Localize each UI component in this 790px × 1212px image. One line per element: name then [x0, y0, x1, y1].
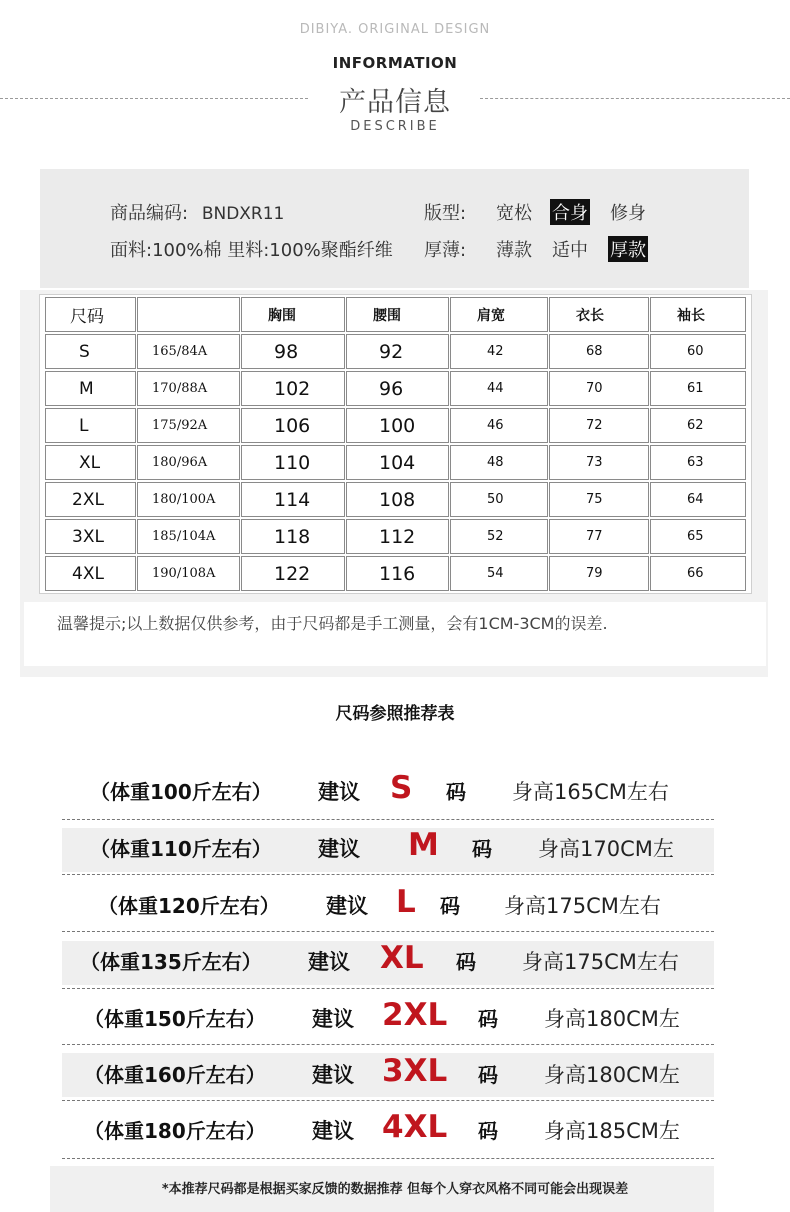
measurement-tip: 温馨提示;以上数据仅供参考，由于尺码都是手工测量，会有1CM-3CM的误差.	[57, 614, 608, 633]
recommend-height-1: 身高170CM左	[538, 837, 674, 861]
cell-waist-1-text: 96	[379, 377, 404, 400]
recommend-size-1: M	[408, 827, 439, 863]
cell-sleeve-6-text: 66	[687, 566, 704, 581]
fit-option-regular-selected: 合身	[550, 199, 590, 225]
cell-sleeve-4-text: 64	[687, 492, 704, 507]
cell-shoulder-0-text: 42	[487, 344, 504, 359]
recommend-suggest-label-5: 建议	[312, 1063, 354, 1087]
recommend-height-4: 身高180CM左	[544, 1007, 680, 1031]
cell-shoulder-2-text: 46	[487, 418, 504, 433]
recommend-ma-label-1: 码	[472, 837, 492, 861]
cell-size-1-text: M	[79, 378, 94, 399]
cell-sleeve-3-text: 63	[687, 455, 704, 470]
cell-sleeve-5-text: 65	[687, 529, 704, 544]
cell-chest-1-text: 102	[274, 377, 311, 400]
recommend-title: 尺码参照推荐表	[335, 704, 455, 724]
recommend-size-5: 3XL	[382, 1053, 448, 1089]
cell-shoulder-4-text: 50	[487, 492, 504, 507]
recommend-height-6: 身高185CM左	[544, 1119, 680, 1143]
recommend-row-divider	[62, 874, 714, 875]
cell-size-0-text: S	[79, 341, 90, 362]
cell-chest-3-text: 110	[274, 451, 311, 474]
cell-size-2-text: L	[79, 415, 89, 436]
cell-spec-1-text: 170/88A	[152, 381, 208, 396]
cell-shoulder-6-text: 54	[487, 566, 504, 581]
header-waist-text: 腰围	[373, 307, 401, 324]
cell-chest-6-text: 122	[274, 562, 311, 585]
thickness-option-thick-selected: 厚款	[608, 236, 648, 262]
cell-spec-6-text: 190/108A	[152, 566, 216, 581]
cell-sleeve-1-text: 61	[687, 381, 704, 396]
header-size-text: 尺码	[70, 307, 104, 327]
thickness-option-medium: 适中	[552, 240, 588, 261]
cell-shoulder-5-text: 52	[487, 529, 504, 544]
recommend-row-divider	[62, 931, 714, 932]
cell-spec-5-text: 185/104A	[152, 529, 216, 544]
recommend-row-divider	[62, 1100, 714, 1101]
cell-length-5-text: 77	[586, 529, 603, 544]
header-chest-text: 胸围	[268, 307, 296, 324]
cell-waist-4-text: 108	[379, 488, 416, 511]
recommend-size-6: 4XL	[382, 1109, 448, 1145]
recommend-suggest-label-2: 建议	[326, 894, 368, 918]
cell-shoulder-3-text: 48	[487, 455, 504, 470]
cell-chest-2-text: 106	[274, 414, 311, 437]
recommend-row-divider	[62, 819, 714, 820]
cell-spec-0-text: 165/84A	[152, 344, 208, 359]
cell-length-0-text: 68	[586, 344, 603, 359]
recommend-size-2: L	[396, 884, 416, 920]
recommend-row-divider	[62, 1044, 714, 1045]
product-code-label: 商品编码:	[110, 203, 189, 224]
cell-length-2-text: 72	[586, 418, 603, 433]
cell-length-1-text: 70	[586, 381, 603, 396]
cell-chest-0-text: 98	[274, 340, 299, 363]
recommend-height-2: 身高175CM左右	[504, 894, 661, 918]
recommend-row-divider	[62, 988, 714, 989]
recommend-ma-label-0: 码	[446, 780, 466, 804]
cell-size-6-text: 4XL	[72, 563, 104, 584]
recommend-ma-label-5: 码	[478, 1063, 498, 1087]
information-heading: INFORMATION	[332, 54, 458, 72]
cell-waist-6-text: 116	[379, 562, 416, 585]
cell-waist-3-text: 104	[379, 451, 416, 474]
recommend-row-divider	[62, 1158, 714, 1159]
recommend-weight-2: （体重120斤左右）	[98, 894, 280, 918]
header-sleeve-text: 袖长	[677, 307, 705, 324]
recommend-suggest-label-6: 建议	[312, 1119, 354, 1143]
header-length-text: 衣长	[576, 307, 604, 324]
recommend-weight-0: （体重100斤左右）	[90, 780, 272, 804]
cell-size-5-text: 3XL	[72, 526, 104, 547]
recommend-ma-label-2: 码	[440, 894, 460, 918]
recommend-weight-1: （体重110斤左右）	[90, 837, 272, 861]
fabric-info: 面料:100%棉 里料:100%聚酯纤维	[110, 240, 393, 261]
recommend-weight-3: （体重135斤左右）	[80, 950, 262, 974]
cell-length-6-text: 79	[586, 566, 603, 581]
thickness-option-thin: 薄款	[496, 240, 532, 261]
recommend-size-4: 2XL	[382, 997, 448, 1033]
recommend-weight-5: （体重160斤左右）	[84, 1063, 266, 1087]
describe-subtitle: DESCRIBE	[350, 119, 440, 134]
cell-sleeve-2-text: 62	[687, 418, 704, 433]
recommend-ma-label-3: 码	[456, 950, 476, 974]
recommend-suggest-label-1: 建议	[318, 837, 360, 861]
product-code-value: BNDXR11	[201, 204, 285, 224]
cell-spec-3-text: 180/96A	[152, 455, 208, 470]
recommend-weight-4: （体重150斤左右）	[84, 1007, 266, 1031]
cell-sleeve-0-text: 60	[687, 344, 704, 359]
cell-size-3-text: XL	[79, 452, 101, 473]
cell-spec-4-text: 180/100A	[152, 492, 216, 507]
cell-waist-0-text: 92	[379, 340, 404, 363]
brand-line: DIBIYA. ORIGINAL DESIGN	[299, 22, 491, 37]
recommend-suggest-label-3: 建议	[308, 950, 350, 974]
recommend-size-0: S	[390, 770, 413, 806]
fit-label: 版型:	[424, 203, 467, 224]
recommend-weight-6: （体重180斤左右）	[84, 1119, 266, 1143]
fit-option-loose: 宽松	[496, 203, 532, 224]
cell-chest-5-text: 118	[274, 525, 311, 548]
recommend-note: *本推荐尺码都是根据买家反馈的数据推荐 但每个人穿衣风格不同可能会出现误差	[161, 1182, 629, 1197]
cell-length-4-text: 75	[586, 492, 603, 507]
recommend-height-3: 身高175CM左右	[522, 950, 679, 974]
recommend-size-3: XL	[380, 940, 424, 976]
product-info-title: 产品信息	[339, 87, 451, 118]
cell-chest-4-text: 114	[274, 488, 311, 511]
recommend-suggest-label-4: 建议	[312, 1007, 354, 1031]
cell-shoulder-1-text: 44	[487, 381, 504, 396]
recommend-ma-label-6: 码	[478, 1119, 498, 1143]
recommend-height-5: 身高180CM左	[544, 1063, 680, 1087]
fit-option-slim: 修身	[610, 203, 646, 224]
cell-waist-5-text: 112	[379, 525, 416, 548]
recommend-suggest-label-0: 建议	[318, 780, 360, 804]
cell-spec-2-text: 175/92A	[152, 418, 208, 433]
thickness-label: 厚薄:	[424, 240, 467, 261]
cell-length-3-text: 73	[586, 455, 603, 470]
header-shoulder-text: 肩宽	[477, 307, 505, 324]
cell-waist-2-text: 100	[379, 414, 416, 437]
recommend-ma-label-4: 码	[478, 1007, 498, 1031]
recommend-height-0: 身高165CM左右	[512, 780, 669, 804]
cell-size-4-text: 2XL	[72, 489, 104, 510]
